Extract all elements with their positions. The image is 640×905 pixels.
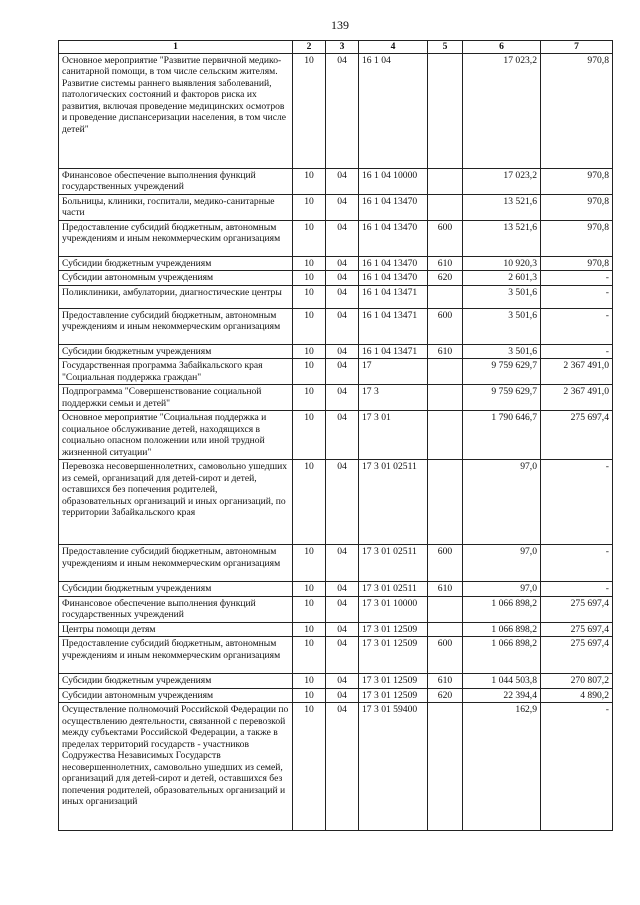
row-name: Финансовое обеспечение выполнения функций государственных учреждений xyxy=(59,168,293,194)
amount-federal: - xyxy=(541,545,613,582)
expense-type-code: 620 xyxy=(428,271,463,286)
subsection-code: 04 xyxy=(326,411,359,460)
amount-total: 1 790 646,7 xyxy=(463,411,541,460)
budget-table xyxy=(58,40,613,831)
target-article-code: 17 3 01 02511 xyxy=(359,460,428,545)
table-row xyxy=(59,344,613,359)
amount-federal: 970,8 xyxy=(541,220,613,256)
amount-federal: 970,8 xyxy=(541,168,613,194)
row-name: Субсидии автономным учреждениям xyxy=(59,688,293,703)
section-code: 10 xyxy=(293,703,326,831)
expense-type-code: 610 xyxy=(428,256,463,271)
row-name: Государственная программа Забайкальского края "Социальная поддержка граждан" xyxy=(59,359,293,385)
table-row xyxy=(59,220,613,256)
amount-federal: 970,8 xyxy=(541,53,613,168)
row-name: Предоставление субсидий бюджетным, автономным учреждениям и иным некоммерческим организациям xyxy=(59,637,293,674)
amount-total: 9 759 629,7 xyxy=(463,359,541,385)
target-article-code: 17 3 01 12509 xyxy=(359,674,428,689)
table-row xyxy=(59,460,613,545)
amount-total: 13 521,6 xyxy=(463,194,541,220)
amount-total: 3 501,6 xyxy=(463,344,541,359)
header-cell: 1 xyxy=(59,41,293,54)
table-row xyxy=(59,271,613,286)
target-article-code: 17 3 01 12509 xyxy=(359,688,428,703)
subsection-code: 04 xyxy=(326,256,359,271)
amount-total: 2 601,3 xyxy=(463,271,541,286)
amount-total: 17 023,2 xyxy=(463,168,541,194)
header-row xyxy=(59,41,613,54)
expense-type-code: 610 xyxy=(428,344,463,359)
subsection-code: 04 xyxy=(326,271,359,286)
table-row xyxy=(59,545,613,582)
header-cell: 2 xyxy=(293,41,326,54)
target-article-code: 17 3 xyxy=(359,385,428,411)
row-name: Субсидии бюджетным учреждениям xyxy=(59,344,293,359)
target-article-code: 17 3 01 12509 xyxy=(359,637,428,674)
header-cell: 3 xyxy=(326,41,359,54)
table-row xyxy=(59,256,613,271)
amount-total: 13 521,6 xyxy=(463,220,541,256)
table-row xyxy=(59,582,613,597)
header-cell: 7 xyxy=(541,41,613,54)
section-code: 10 xyxy=(293,308,326,344)
subsection-code: 04 xyxy=(326,168,359,194)
amount-federal: - xyxy=(541,460,613,545)
row-name: Финансовое обеспечение выполнения функций государственных учреждений xyxy=(59,596,293,622)
table-row xyxy=(59,674,613,689)
amount-total: 1 066 898,2 xyxy=(463,622,541,637)
table-row xyxy=(59,385,613,411)
amount-federal: 275 697,4 xyxy=(541,596,613,622)
subsection-code: 04 xyxy=(326,359,359,385)
expense-type-code xyxy=(428,194,463,220)
amount-total: 1 066 898,2 xyxy=(463,596,541,622)
expense-type-code: 600 xyxy=(428,308,463,344)
section-code: 10 xyxy=(293,344,326,359)
amount-federal: 275 697,4 xyxy=(541,637,613,674)
expense-type-code xyxy=(428,703,463,831)
subsection-code: 04 xyxy=(326,344,359,359)
page-number: 139 xyxy=(331,18,349,32)
section-code: 10 xyxy=(293,460,326,545)
target-article-code: 16 1 04 13470 xyxy=(359,194,428,220)
section-code: 10 xyxy=(293,359,326,385)
table-row xyxy=(59,308,613,344)
expense-type-code: 600 xyxy=(428,637,463,674)
row-name: Больницы, клиники, госпитали, медико-санитарные части xyxy=(59,194,293,220)
row-name: Субсидии бюджетным учреждениям xyxy=(59,582,293,597)
row-name: Поликлиники, амбулатории, диагностические центры xyxy=(59,285,293,308)
row-name: Основное мероприятие "Социальная поддержка и социальное обслуживание детей, находящихся в социально опасном положении или иной трудной жизненной ситуации" xyxy=(59,411,293,460)
table-row xyxy=(59,688,613,703)
section-code: 10 xyxy=(293,545,326,582)
amount-federal: 970,8 xyxy=(541,194,613,220)
row-name: Субсидии автономным учреждениям xyxy=(59,271,293,286)
table-row xyxy=(59,703,613,831)
amount-federal: - xyxy=(541,344,613,359)
subsection-code: 04 xyxy=(326,674,359,689)
row-name: Перевозка несовершеннолетних, самовольно ушедших из семей, организаций для детей-сирот и детей, оставшихся без попечения родителей, образовательных организаций и иных организаций, по территории Забайкальского края xyxy=(59,460,293,545)
section-code: 10 xyxy=(293,582,326,597)
section-code: 10 xyxy=(293,256,326,271)
target-article-code: 16 1 04 10000 xyxy=(359,168,428,194)
row-name: Подпрограмма "Совершенствование социальной поддержки семьи и детей" xyxy=(59,385,293,411)
subsection-code: 04 xyxy=(326,703,359,831)
section-code: 10 xyxy=(293,53,326,168)
section-code: 10 xyxy=(293,285,326,308)
section-code: 10 xyxy=(293,674,326,689)
amount-federal: - xyxy=(541,285,613,308)
amount-total: 3 501,6 xyxy=(463,308,541,344)
target-article-code: 17 3 01 12509 xyxy=(359,622,428,637)
header-cell: 6 xyxy=(463,41,541,54)
amount-total: 22 394,4 xyxy=(463,688,541,703)
expense-type-code: 600 xyxy=(428,220,463,256)
target-article-code: 17 3 01 02511 xyxy=(359,582,428,597)
expense-type-code xyxy=(428,385,463,411)
row-name: Центры помощи детям xyxy=(59,622,293,637)
subsection-code: 04 xyxy=(326,385,359,411)
expense-type-code: 600 xyxy=(428,545,463,582)
row-name: Предоставление субсидий бюджетным, автономным учреждениям и иным некоммерческим организациям xyxy=(59,220,293,256)
expense-type-code: 620 xyxy=(428,688,463,703)
table-row xyxy=(59,596,613,622)
amount-total: 162,9 xyxy=(463,703,541,831)
amount-federal: 275 697,4 xyxy=(541,411,613,460)
subsection-code: 04 xyxy=(326,582,359,597)
amount-federal: - xyxy=(541,308,613,344)
header-cell: 5 xyxy=(428,41,463,54)
expense-type-code xyxy=(428,596,463,622)
expense-type-code: 610 xyxy=(428,674,463,689)
amount-federal: - xyxy=(541,271,613,286)
amount-total: 17 023,2 xyxy=(463,53,541,168)
table-row xyxy=(59,359,613,385)
section-code: 10 xyxy=(293,622,326,637)
table-row xyxy=(59,622,613,637)
subsection-code: 04 xyxy=(326,220,359,256)
target-article-code: 17 xyxy=(359,359,428,385)
amount-total: 1 066 898,2 xyxy=(463,637,541,674)
amount-total: 1 044 503,8 xyxy=(463,674,541,689)
amount-total: 10 920,3 xyxy=(463,256,541,271)
section-code: 10 xyxy=(293,596,326,622)
subsection-code: 04 xyxy=(326,596,359,622)
target-article-code: 16 1 04 13470 xyxy=(359,271,428,286)
expense-type-code: 610 xyxy=(428,582,463,597)
target-article-code: 16 1 04 13470 xyxy=(359,220,428,256)
target-article-code: 16 1 04 13471 xyxy=(359,285,428,308)
section-code: 10 xyxy=(293,688,326,703)
table-row xyxy=(59,53,613,168)
amount-federal: - xyxy=(541,582,613,597)
amount-federal: 275 697,4 xyxy=(541,622,613,637)
expense-type-code xyxy=(428,622,463,637)
amount-total: 3 501,6 xyxy=(463,285,541,308)
target-article-code: 16 1 04 13471 xyxy=(359,344,428,359)
section-code: 10 xyxy=(293,220,326,256)
subsection-code: 04 xyxy=(326,637,359,674)
amount-total: 97,0 xyxy=(463,582,541,597)
amount-federal: 970,8 xyxy=(541,256,613,271)
row-name: Предоставление субсидий бюджетным, автономным учреждениям и иным некоммерческим организациям xyxy=(59,545,293,582)
section-code: 10 xyxy=(293,385,326,411)
section-code: 10 xyxy=(293,411,326,460)
amount-federal: 2 367 491,0 xyxy=(541,359,613,385)
section-code: 10 xyxy=(293,637,326,674)
section-code: 10 xyxy=(293,271,326,286)
subsection-code: 04 xyxy=(326,622,359,637)
row-name: Субсидии бюджетным учреждениям xyxy=(59,674,293,689)
amount-total: 97,0 xyxy=(463,460,541,545)
expense-type-code xyxy=(428,168,463,194)
target-article-code: 16 1 04 13471 xyxy=(359,308,428,344)
section-code: 10 xyxy=(293,168,326,194)
subsection-code: 04 xyxy=(326,194,359,220)
expense-type-code xyxy=(428,411,463,460)
expense-type-code xyxy=(428,285,463,308)
table-row xyxy=(59,168,613,194)
target-article-code: 16 1 04 13470 xyxy=(359,256,428,271)
table-row xyxy=(59,285,613,308)
row-name: Предоставление субсидий бюджетным, автономным учреждениям и иным некоммерческим организациям xyxy=(59,308,293,344)
expense-type-code xyxy=(428,460,463,545)
target-article-code: 17 3 01 xyxy=(359,411,428,460)
subsection-code: 04 xyxy=(326,53,359,168)
subsection-code: 04 xyxy=(326,308,359,344)
amount-total: 97,0 xyxy=(463,545,541,582)
subsection-code: 04 xyxy=(326,545,359,582)
target-article-code: 17 3 01 10000 xyxy=(359,596,428,622)
expense-type-code xyxy=(428,53,463,168)
subsection-code: 04 xyxy=(326,688,359,703)
table-row xyxy=(59,194,613,220)
section-code: 10 xyxy=(293,194,326,220)
amount-total: 9 759 629,7 xyxy=(463,385,541,411)
expense-type-code xyxy=(428,359,463,385)
amount-federal: 2 367 491,0 xyxy=(541,385,613,411)
subsection-code: 04 xyxy=(326,285,359,308)
target-article-code: 16 1 04 xyxy=(359,53,428,168)
subsection-code: 04 xyxy=(326,460,359,545)
header-cell: 4 xyxy=(359,41,428,54)
row-name: Субсидии бюджетным учреждениям xyxy=(59,256,293,271)
amount-federal: 4 890,2 xyxy=(541,688,613,703)
target-article-code: 17 3 01 02511 xyxy=(359,545,428,582)
amount-federal: 270 807,2 xyxy=(541,674,613,689)
target-article-code: 17 3 01 59400 xyxy=(359,703,428,831)
amount-federal: - xyxy=(541,703,613,831)
table-row xyxy=(59,411,613,460)
row-name: Основное мероприятие "Развитие первичной медико-санитарной помощи, в том числе сельским жителям. Развитие системы раннего выявления заболеваний, патологических состояний и факторов риска их развития, включая проведение медицинских осмотров и проведение диспансеризации населения, в том числе детей" xyxy=(59,53,293,168)
table-row xyxy=(59,637,613,674)
row-name: Осуществление полномочий Российской Федерации по осуществлению деятельности, связанной с перевозкой между субъектами Российской Федерации, а также в пределах территорий государств - участников Содружества Независимых Государств несовершеннолетних, самовольно ушедших из семей, организаций для детей-сирот и детей, оставшихся без попечения родителей, образовательных организаций и иных организаций xyxy=(59,703,293,831)
